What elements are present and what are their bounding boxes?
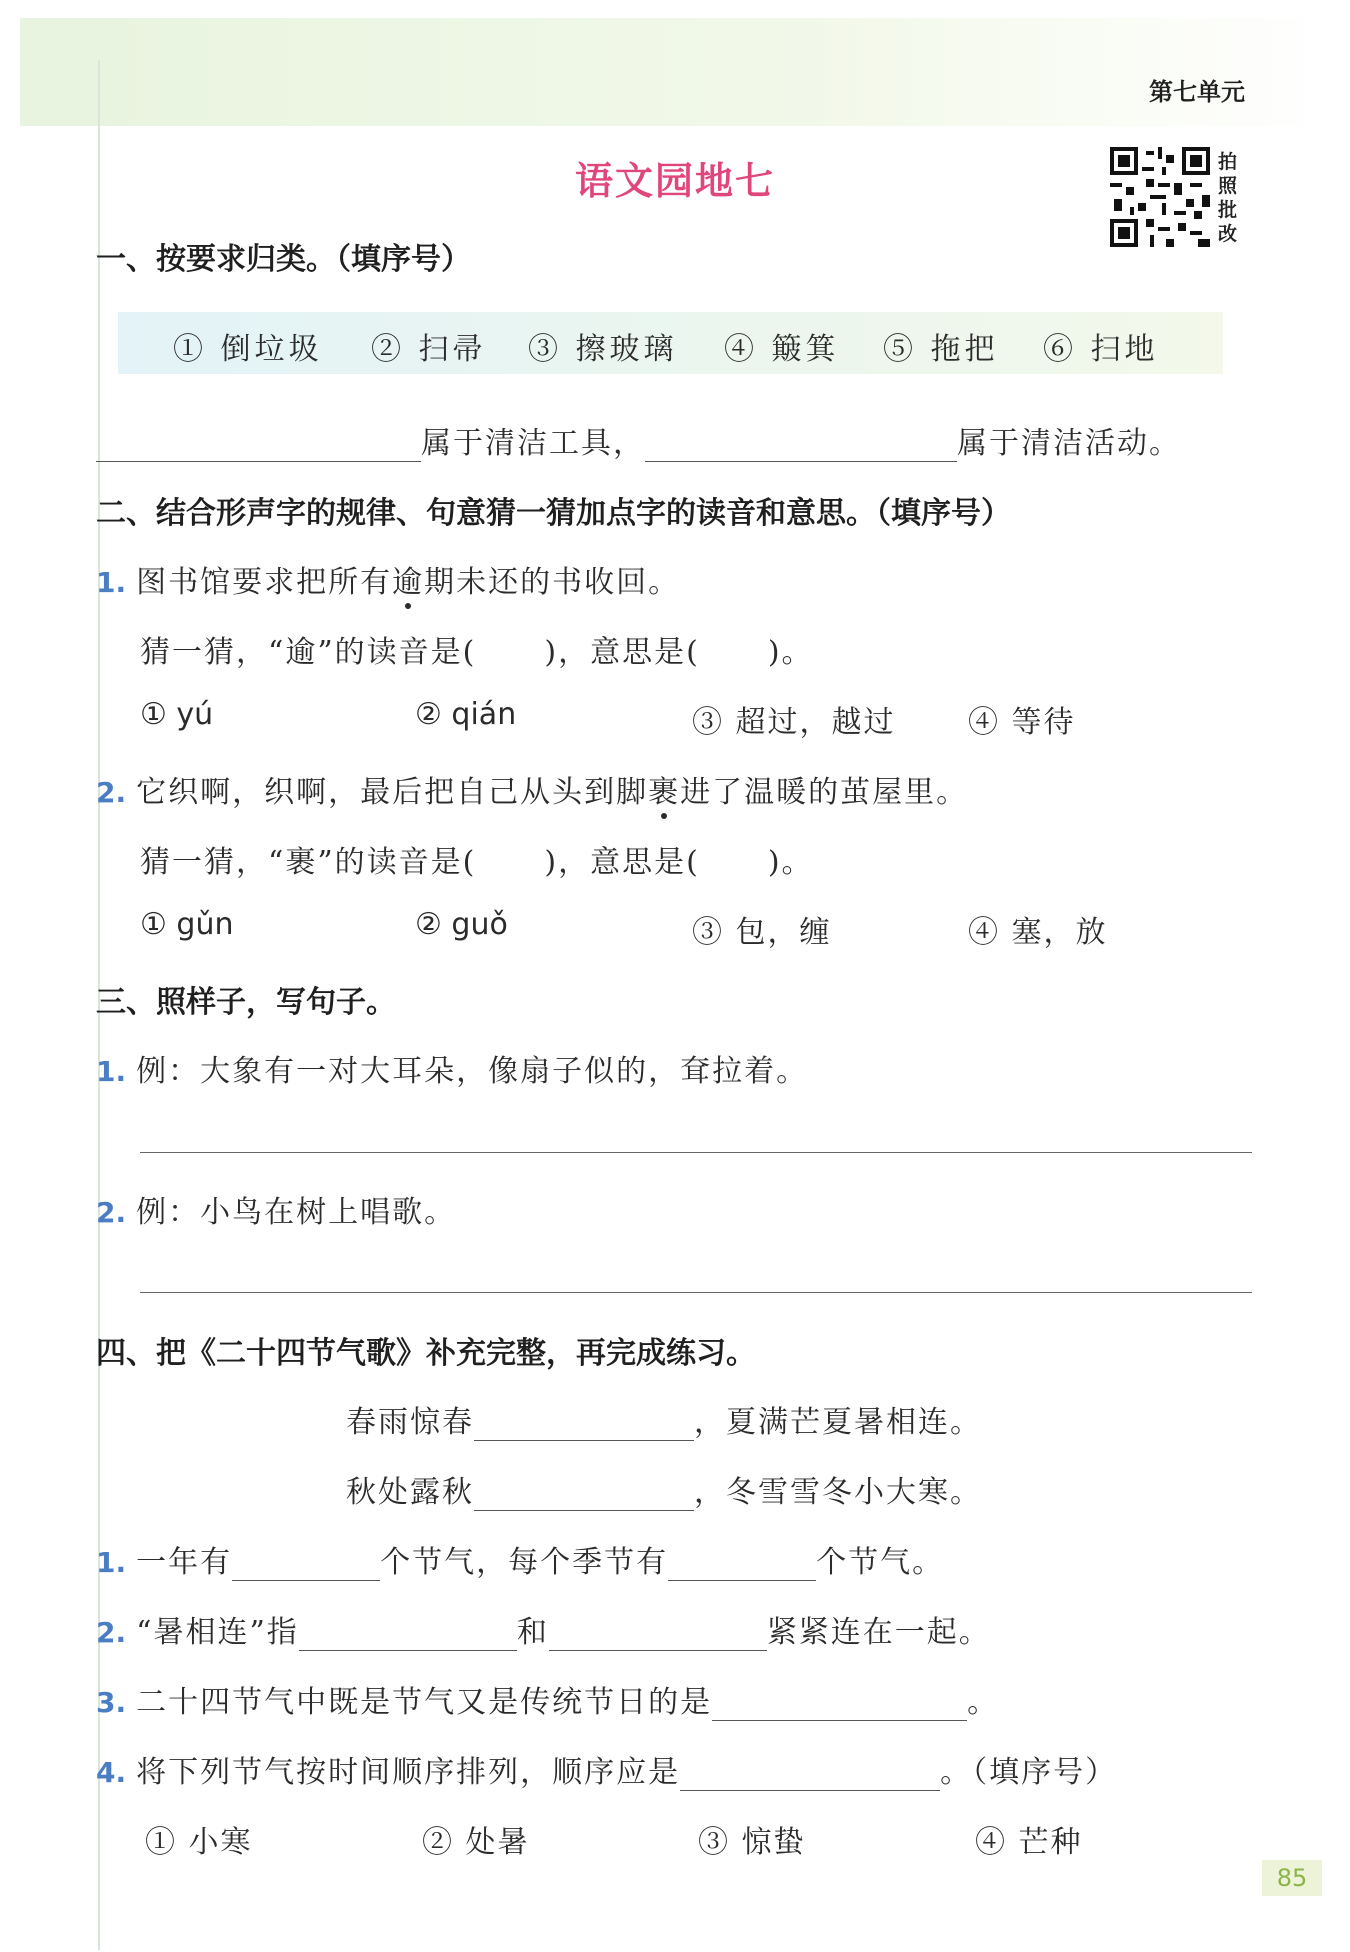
option: ② qián	[415, 697, 517, 732]
option: ② guǒ	[415, 907, 508, 942]
page-number: 85	[1262, 1860, 1322, 1896]
answer-blank[interactable]	[668, 1550, 816, 1581]
question-text: 二十四节气中既是节气又是传统节日的是	[136, 1685, 713, 1720]
question-number: 3.	[96, 1686, 127, 1719]
question-number: 2.	[96, 776, 127, 809]
example-text: 例：大象有一对大耳朵，像扇子似的，耷拉着。	[136, 1054, 809, 1089]
option: ① 小寒	[145, 1825, 253, 1860]
answer-blank[interactable]	[712, 1690, 967, 1721]
poem-text: ，冬雪雪冬小大寒。	[694, 1475, 982, 1510]
activities-label: 属于清洁活动。	[957, 426, 1181, 461]
answer-blank[interactable]	[299, 1620, 517, 1651]
option: ① gǔn	[140, 907, 234, 942]
item-option: ⑤ 拖把	[883, 332, 999, 367]
poem-line-2	[346, 1467, 982, 1511]
poem-blank[interactable]	[474, 1410, 694, 1441]
guess-row-2	[140, 837, 814, 881]
poem-text: 秋处露秋	[346, 1475, 474, 1510]
question-4-2	[96, 1607, 991, 1651]
guess-text: 猜一猜，“裹”的读音是(	[140, 845, 477, 880]
question-number: 1.	[96, 1546, 127, 1579]
header-band	[20, 18, 1335, 126]
guess-text: 猜一猜，“逾”的读音是(	[140, 635, 477, 670]
question-text: 个节气，每个季节有	[380, 1545, 669, 1580]
item-option: ⑥ 扫地	[1043, 332, 1159, 367]
option: ① yú	[140, 697, 214, 732]
section-3-heading: 三、照样子，写句子。	[96, 985, 396, 1020]
page-title: 语文园地七	[574, 159, 775, 203]
section-1-heading: 一、按要求归类。（填序号）	[96, 242, 471, 277]
option: ④ 塞，放	[968, 915, 1108, 950]
example-1	[96, 1046, 808, 1090]
question-number: 2.	[96, 1196, 127, 1229]
poem-line-1	[346, 1397, 982, 1441]
question-text: 。	[967, 1685, 1000, 1720]
example-2	[96, 1187, 456, 1231]
question-number: 1.	[96, 566, 127, 599]
question-number: 2.	[96, 1616, 127, 1649]
question-number: 4.	[96, 1756, 127, 1789]
question-text: 期未还的书收回。	[424, 565, 681, 600]
question-text: 进了温暖的茧屋里。	[680, 775, 969, 810]
option: ② 处暑	[422, 1825, 530, 1860]
poem-text: ，夏满芒夏暑相连。	[694, 1405, 982, 1440]
question-text: 和	[516, 1615, 549, 1650]
answer-line[interactable]	[140, 1152, 1252, 1153]
question-2-2	[96, 767, 968, 811]
qr-code-icon[interactable]	[1110, 147, 1210, 247]
classify-row	[96, 418, 1181, 462]
guess-row-1	[140, 627, 814, 671]
question-text: 紧紧连在一起。	[766, 1615, 991, 1650]
question-text: “暑相连”指	[136, 1615, 299, 1650]
question-text: 一年有	[136, 1545, 233, 1580]
dotted-char: 裹	[648, 767, 680, 811]
dotted-char: 逾	[392, 557, 424, 601]
option: ④ 等待	[968, 705, 1076, 740]
example-text: 例：小鸟在树上唱歌。	[136, 1195, 457, 1230]
item-option: ② 扫帚	[371, 332, 487, 367]
answer-blank[interactable]	[549, 1620, 767, 1651]
question-text: 。（填序号）	[940, 1755, 1118, 1790]
option: ③ 惊蛰	[698, 1825, 806, 1860]
section-4-heading: 四、把《二十四节气歌》补充完整，再完成练习。	[96, 1336, 756, 1371]
tools-blank[interactable]	[96, 431, 421, 462]
item-option: ③ 擦玻璃	[528, 332, 678, 367]
question-text: 它织啊，织啊，最后把自己从头到脚	[136, 775, 649, 810]
question-2-1	[96, 557, 680, 601]
question-4-3	[96, 1677, 999, 1721]
question-4-1	[96, 1537, 944, 1581]
question-number: 1.	[96, 1055, 127, 1088]
unit-label: 第七单元	[1149, 78, 1245, 106]
item-option: ① 倒垃圾	[173, 332, 323, 367]
item-option: ④ 簸箕	[724, 332, 840, 367]
option: ③ 包，缠	[692, 915, 832, 950]
guess-text: )，意思是(	[544, 635, 700, 670]
question-4-4	[96, 1747, 1117, 1791]
answer-line[interactable]	[140, 1292, 1252, 1293]
answer-blank[interactable]	[680, 1760, 940, 1791]
question-text: 个节气。	[816, 1545, 945, 1580]
guess-text: )。	[767, 635, 814, 670]
answer-blank[interactable]	[232, 1550, 380, 1581]
option: ④ 芒种	[975, 1825, 1083, 1860]
option: ③ 超过，越过	[692, 705, 896, 740]
tools-label: 属于清洁工具，	[421, 426, 645, 461]
poem-text: 春雨惊春	[346, 1405, 474, 1440]
section-2-heading: 二、结合形声字的规律、句意猜一猜加点字的读音和意思。（填序号）	[96, 496, 1011, 531]
items-box	[118, 312, 1223, 374]
qr-caption: 拍照批改	[1218, 151, 1238, 245]
question-text: 图书馆要求把所有	[136, 565, 393, 600]
guess-text: )，意思是(	[544, 845, 700, 880]
activities-blank[interactable]	[645, 431, 957, 462]
guess-text: )。	[767, 845, 814, 880]
poem-blank[interactable]	[474, 1480, 694, 1511]
question-text: 将下列节气按时间顺序排列，顺序应是	[136, 1755, 681, 1790]
